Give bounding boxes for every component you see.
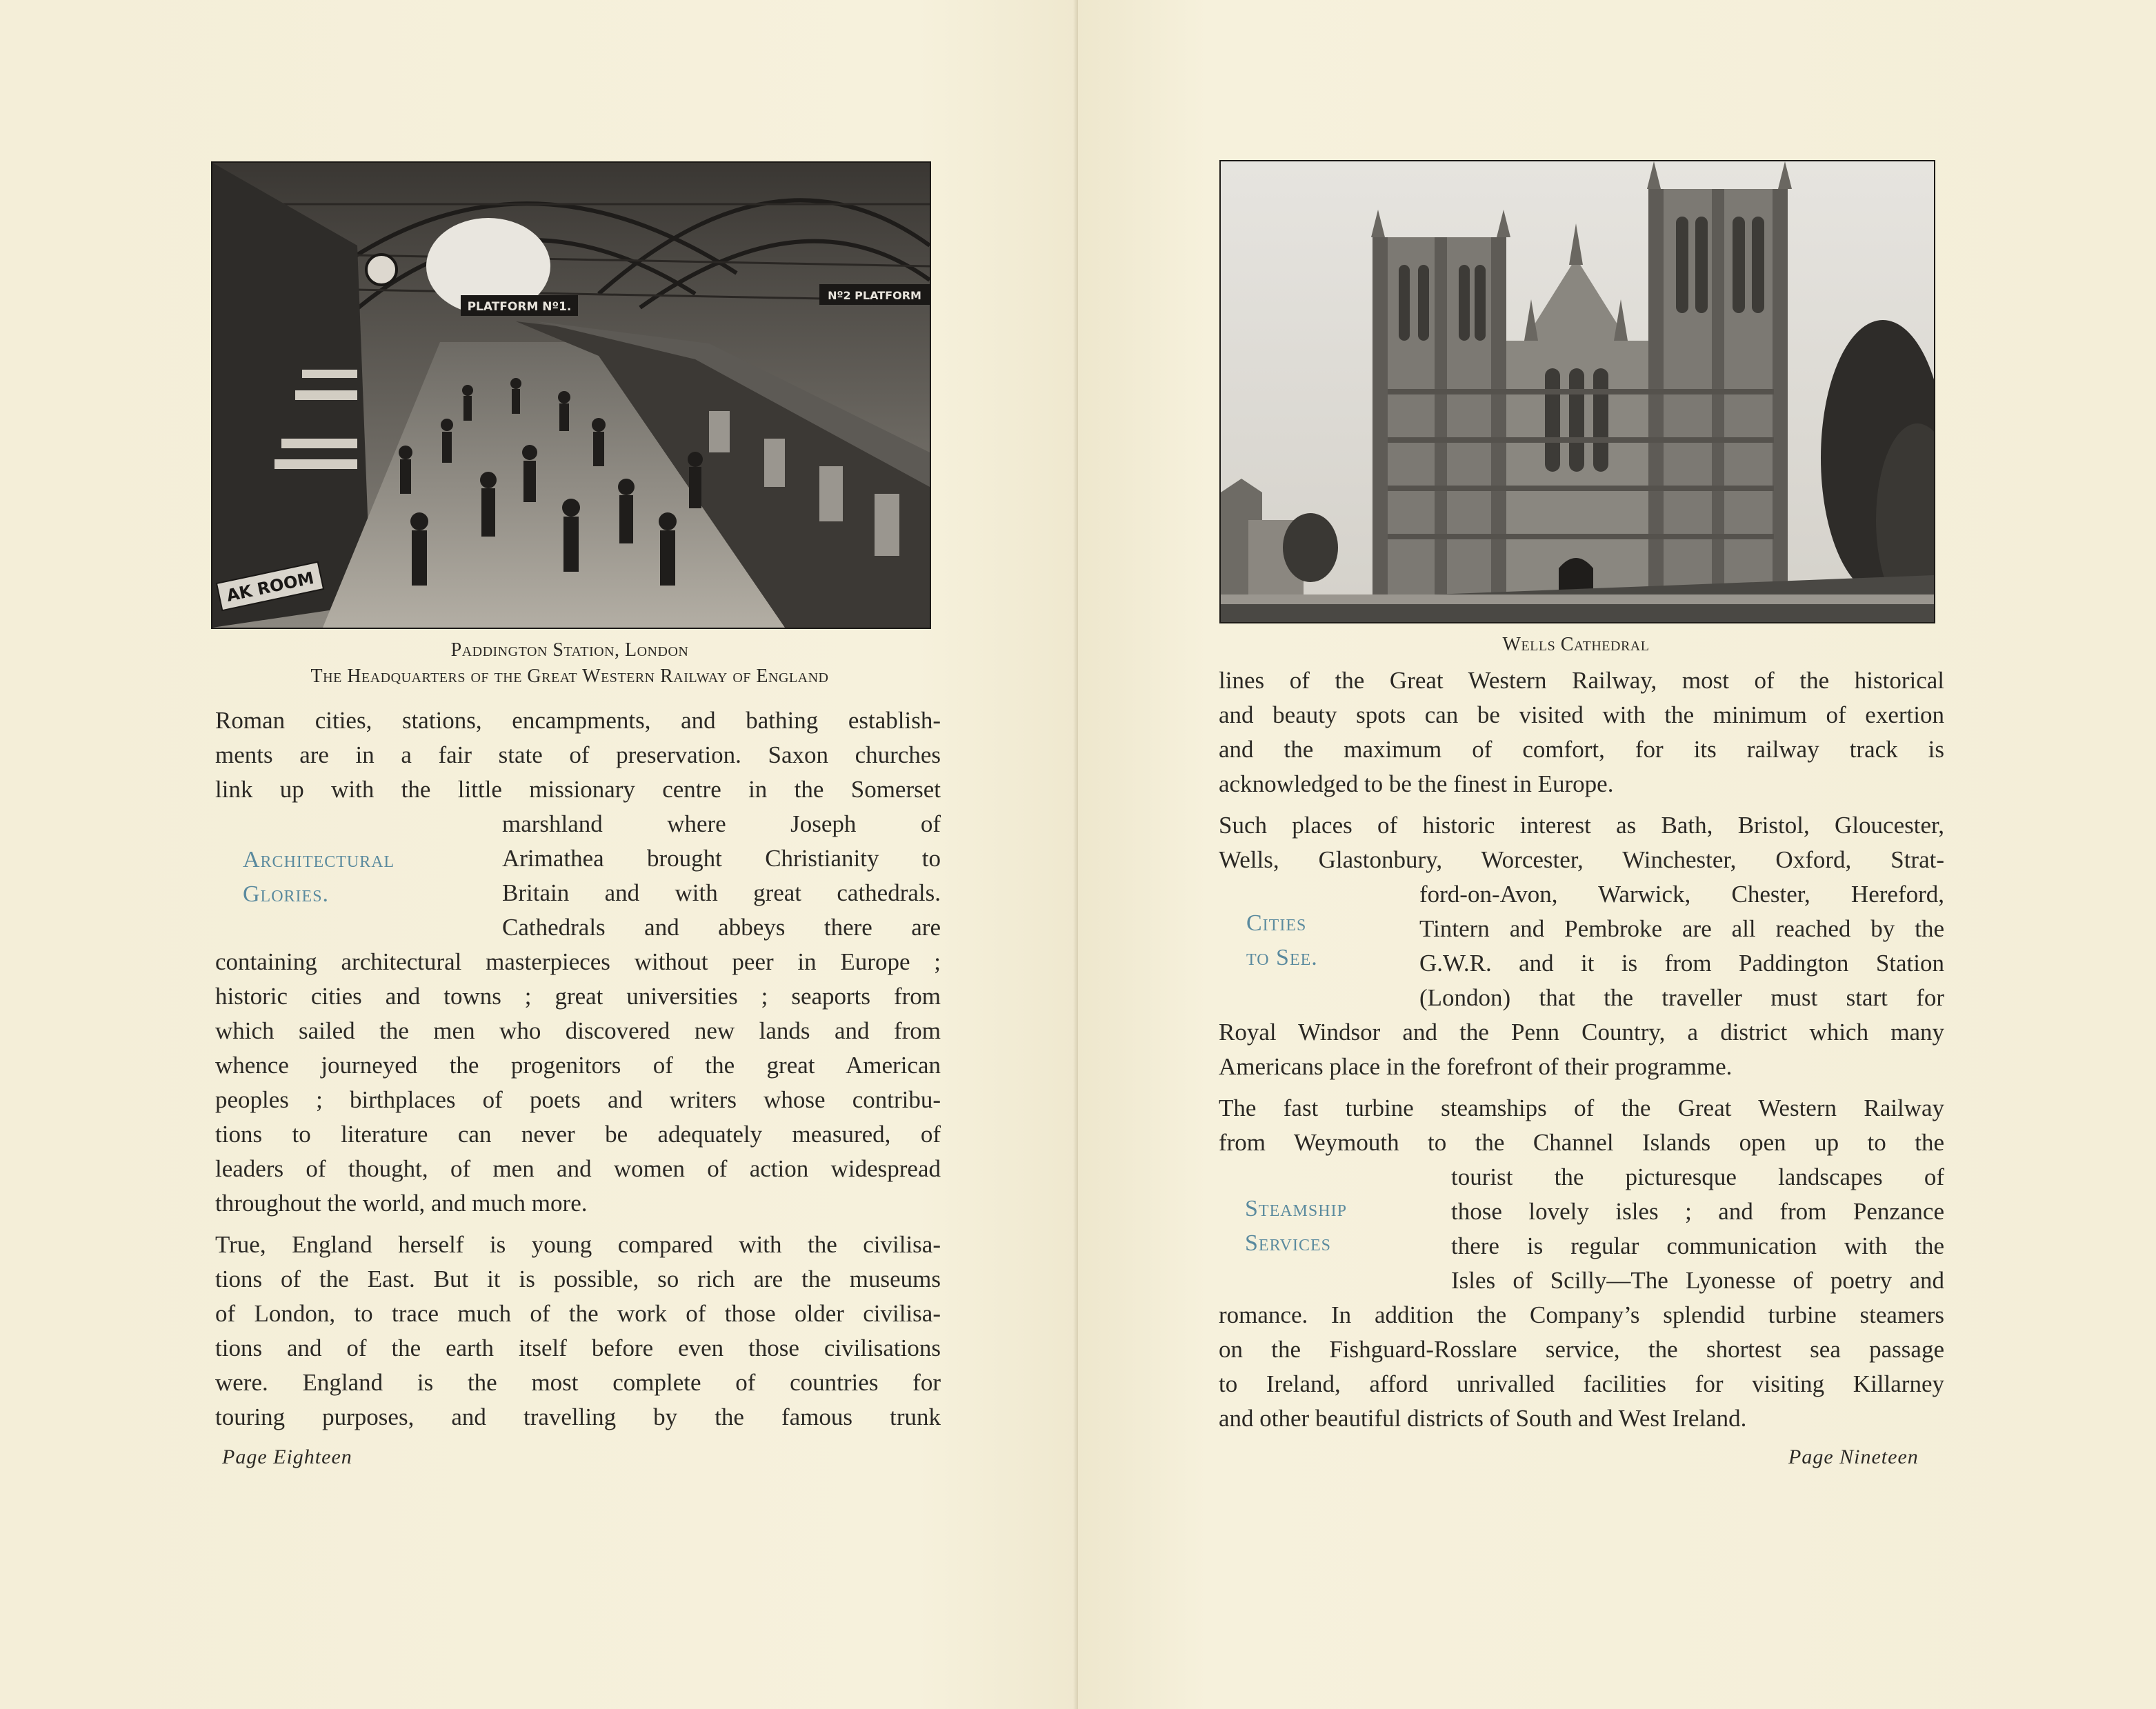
sidenote-line: Services [1245,1230,1331,1256]
sidenote-line: Architectural [243,847,395,872]
text-line: peoples ; birthplaces of poets and writers whose contribu- [215,1086,941,1113]
text-line: Isles of Scilly—The Lyonesse of poetry and [1451,1267,1944,1294]
left-body-text [215,703,941,1435]
text-line: containing architectural masterpieces without peer in Europe ; [215,948,941,975]
text-line: Britain and with great cathedrals. [502,879,941,906]
text-line: The fast turbine steamships of the Great Western Railway [1219,1095,1944,1121]
caption-line-1: Paddington Station, London [450,639,689,661]
text-line: Such places of historic interest as Bath, Bristol, Gloucester, [1219,812,1944,839]
wells-caption [1219,632,1933,658]
paddington-station-photo [211,161,931,629]
text-line: and beauty spots can be visited with the minimum of exertion [1219,701,1944,728]
text-line: True, England herself is young compared with the civilisa- [215,1231,941,1258]
right-body-text [1219,663,1944,1436]
text-line: ments are in a fair state of preservation. Saxon churches [215,741,941,768]
text-line: (London) that the traveller must start for [1419,984,1944,1011]
text-line: Tintern and Pembroke are all reached by the [1419,915,1944,942]
text-line: Arimathea brought Christianity to [502,845,941,872]
sidenote-line: Glories. [243,881,330,907]
text-line: romance. In addition the Company’s splendid turbine steamers [1219,1301,1944,1328]
text-line: of London, to trace much of the work of those older civilisa- [215,1300,941,1327]
caption-line: Wells Cathedral [1502,634,1650,655]
text-line: tourist the picturesque landscapes of [1451,1163,1944,1190]
text-line: G.W.R. and it is from Paddington Station [1419,950,1944,977]
station-illustration [212,163,930,628]
platform-one-sign: PLATFORM Nº1. [467,300,572,314]
text-line: tions of the East. But it is possible, so rich are the museums [215,1266,941,1292]
cloak-room-sign: AK ROOM [224,568,316,606]
page-nineteen [1078,0,2156,1709]
text-line: and other beautiful districts of South and West Ireland. [1219,1405,1747,1432]
sidenote-line: to See. [1246,945,1318,970]
text-line: tions to literature can never be adequately measured, of [215,1121,941,1148]
text-line: link up with the little missionary centre in the Somerset [215,776,941,803]
text-line: ford-on-Avon, Warwick, Chester, Hereford, [1419,881,1944,908]
sidenote-line: Cities [1246,910,1307,936]
text-line: were. England is the most complete of countries for [215,1369,941,1396]
sidenote-architectural-glories [243,843,395,912]
text-line: acknowledged to be the finest in Europe. [1219,770,1614,797]
text-line: from Weymouth to the Channel Islands open up to the [1219,1129,1944,1156]
text-line: and the maximum of comfort, for its railway track is [1219,736,1944,763]
platform-two-sign: Nº2 PLATFORM [828,289,921,302]
paddington-caption [211,637,928,690]
wells-cathedral-photo [1219,160,1935,623]
text-line: lines of the Great Western Railway, most of the historical [1219,667,1944,694]
text-line: on the Fishguard-Rosslare service, the shortest sea passage [1219,1336,1944,1363]
text-line: historic cities and towns ; great universities ; seaports from [215,983,941,1010]
caption-line-2: The Headquarters of the Great Western Railway of England [310,666,829,687]
text-line: tions and of the earth itself before even those civilisations [215,1335,941,1361]
page-number-left: Page Eighteen [222,1446,352,1468]
text-line: those lovely isles ; and from Penzance [1451,1198,1944,1225]
text-line: which sailed the men who discovered new lands and from [215,1017,941,1044]
text-line: marshland where Joseph of [502,810,941,837]
text-line: Cathedrals and abbeys there are [502,914,941,941]
text-line: Americans place in the forefront of their programme. [1219,1053,1733,1080]
text-line: to Ireland, afford unrivalled facilities for visiting Killarney [1219,1370,1944,1397]
text-line: Roman cities, stations, encampments, and bathing establish- [215,707,941,734]
text-line: there is regular communication with the [1451,1232,1944,1259]
text-line: whence journeyed the progenitors of the great American [215,1052,941,1079]
text-line: Wells, Glastonbury, Worcester, Winchester, Oxford, Strat- [1219,846,1944,873]
sidenote-line: Steamship [1245,1196,1347,1221]
text-line: throughout the world, and much more. [215,1190,588,1217]
text-line: Royal Windsor and the Penn Country, a district which many [1219,1019,1944,1046]
sidenote-steamship-services [1245,1192,1347,1261]
text-line: touring purposes, and travelling by the famous trunk [215,1403,941,1430]
cathedral-illustration [1221,161,1934,622]
sidenote-cities-to-see [1246,906,1318,975]
page-number-right: Page Nineteen [1788,1446,1919,1468]
text-line: leaders of thought, of men and women of action widespread [215,1155,941,1182]
